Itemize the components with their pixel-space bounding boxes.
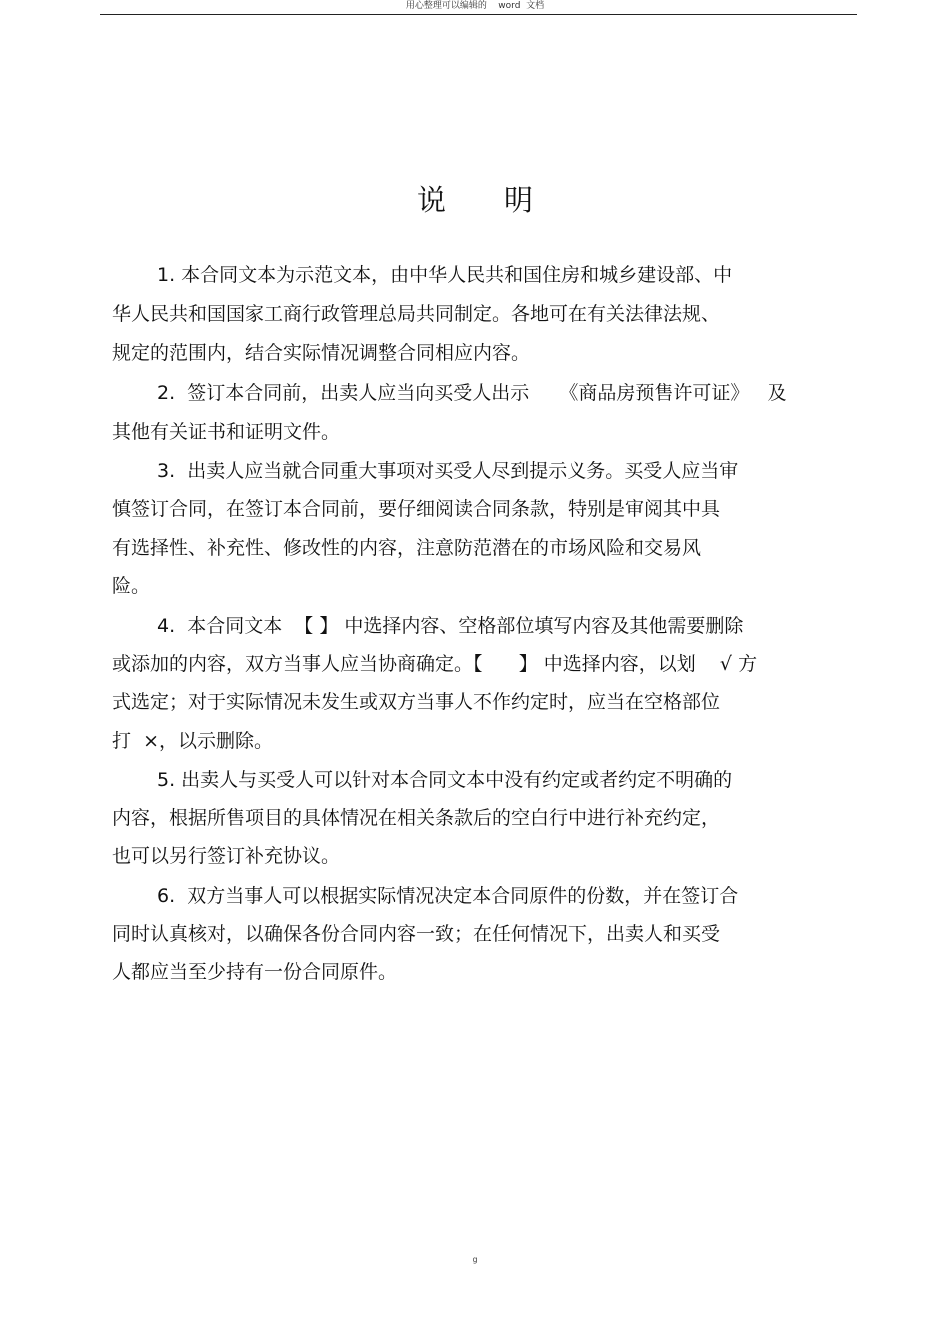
paragraph-1-line-2: 华人民共和国国家工商行政管理总局共同制定。各地可在有关法律法规、 [112, 303, 721, 325]
paragraph-3-line-1: 3. 出卖人应当就合同重大事项对买受人尽到提示义务。买受人应当审 [157, 460, 739, 482]
paragraph-3-line-4: 险。 [112, 575, 151, 597]
paragraph-5-line-3: 也可以另行签订补充协议。 [112, 845, 341, 867]
paragraph-4-line-1: 4. 本合同文本 【 】 中选择内容、空格部位填写内容及其他需要删除 [157, 615, 744, 637]
document-title: 说明 [416, 183, 591, 217]
paragraph-6-line-3: 人都应当至少持有一份合同原件。 [112, 961, 398, 983]
paragraph-6-line-2: 同时认真核对，以确保各份合同内容一致；在任何情况下，出卖人和买受 [112, 923, 721, 945]
paragraph-4-line-3: 式选定；对于实际情况未发生或双方当事人不作约定时，应当在空格部位 [112, 691, 721, 713]
paragraph-6-line-1: 6. 双方当事人可以根据实际情况决定本合同原件的份数，并在签订合 [157, 885, 739, 907]
paragraph-5-line-2: 内容，根据所售项目的具体情况在相关条款后的空白行中进行补充约定， [112, 807, 721, 829]
page-header-text: 用心整理可以编辑的 word 文档 [405, 1, 545, 11]
paragraph-5-line-1: 5. 出卖人与买受人可以针对本合同文本中没有约定或者约定不明确的 [157, 769, 733, 791]
paragraph-2-line-1: 2. 签订本合同前，出卖人应当向买受人出示 《商品房预售许可证》 及 [157, 382, 787, 404]
paragraph-4-line-4: 打 ×，以示删除。 [112, 730, 273, 752]
paragraph-1-line-1: 1. 本合同文本为示范文本，由中华人民共和国住房和城乡建设部、中 [157, 264, 733, 286]
paragraph-1-line-3: 规定的范围内，结合实际情况调整合同相应内容。 [112, 342, 531, 364]
paragraph-4-line-2: 或添加的内容，双方当事人应当协商确定。【 】 中选择内容，以划 √ 方 [112, 653, 758, 675]
paragraph-3-line-2: 慎签订合同，在签订本合同前，要仔细阅读合同条款，特别是审阅其中具 [112, 498, 721, 520]
paragraph-2-line-2: 其他有关证书和证明文件。 [112, 421, 341, 443]
header-divider [100, 14, 857, 15]
paragraph-3-line-3: 有选择性、补充性、修改性的内容，注意防范潜在的市场风险和交易风 [112, 537, 702, 559]
page-number: g [472, 1255, 478, 1264]
